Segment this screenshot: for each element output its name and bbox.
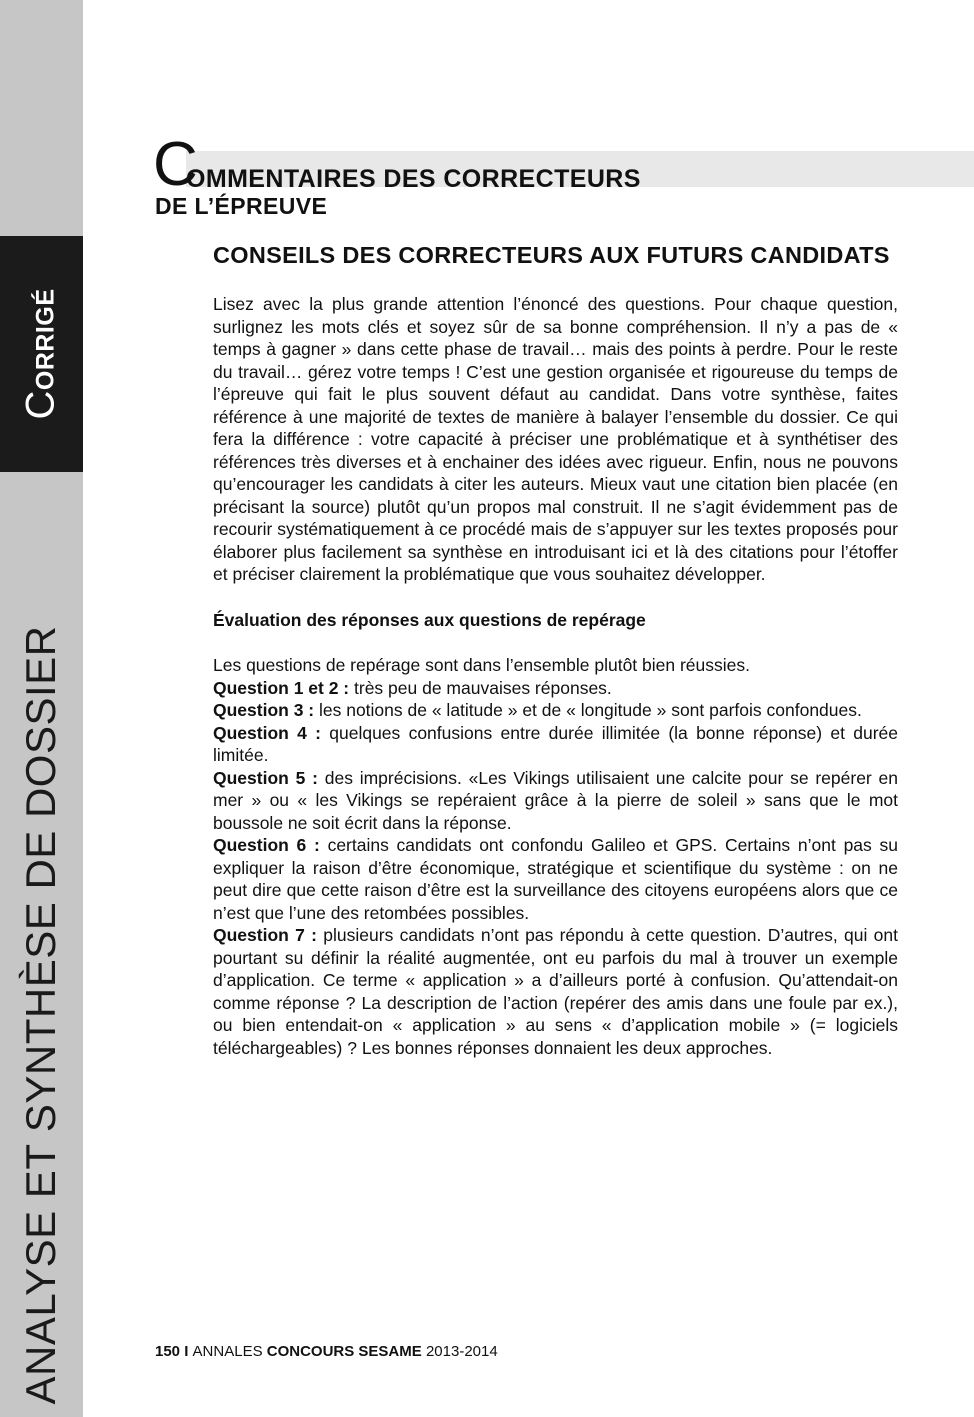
question-item (213, 834, 898, 924)
question-text: certains candidats ont confondu Galileo et GPS. Certains n’ont pas su expliquer la raison d’être économique, stratégique et scientifique du système : on ne peut dire que cette raison d’être est la surveillance des citoyens européens alors que ce n’est que l’une des retombées possibles. (213, 835, 898, 923)
question-item (213, 767, 898, 835)
questions-block (213, 654, 898, 1059)
question-label: Question 7 : (213, 925, 317, 945)
question-item (213, 677, 898, 700)
question-label: Question 3 : (213, 700, 315, 720)
section-label-rest: ORRIGÉ (31, 288, 60, 391)
footer-years: 2013-2014 (421, 1343, 498, 1360)
page-number: 150 (155, 1343, 181, 1360)
footer-annales: ANNALES (192, 1343, 267, 1360)
section-label (19, 288, 64, 419)
footer-separator: I (180, 1343, 193, 1360)
question-item (213, 924, 898, 1059)
section-heading: CONSEILS DES CORRECTEURS AUX FUTURS CANDIDATS (213, 242, 890, 268)
question-label: Question 5 : (213, 767, 318, 788)
question-text: quelques confusions entre durée illimitée (la bonne réponse) et durée limitée. (213, 722, 899, 765)
question-label: Question 1 et 2 : (213, 677, 350, 698)
page-footer (155, 1343, 498, 1360)
question-text: très peu de mauvaises réponses. (349, 677, 612, 698)
title-line-1: OMMENTAIRES DES CORRECTEURS (186, 165, 641, 193)
question-label: Question 4 : (213, 722, 321, 743)
vertical-title: ANALYSE ET SYNTHÈSE DE DOSSIER (17, 625, 64, 1405)
section-label-initial: C (18, 390, 63, 420)
question-text: les notions de « latitude » et de « longitude » sont parfois confondues. (314, 700, 862, 720)
question-text: plusieurs candidats n’ont pas répondu à cette question. D’autres, qui ont pourtant su définir la réalité augmentée, ont eu parfois du mal à trouver un exemple d’application. Ce terme « application » a d’ailleurs porté à confusion. Qu’attendait-on comme réponse ? La description de l’action (repérer des amis dans une foule par ex.), ou bien entendait-on « application » au sens « d’application mobile » (= logiciels téléchargeables) ? Les bonnes réponses donnaient les deux approches. (213, 925, 898, 1058)
title-line-2: DE L’ÉPREUVE (155, 193, 328, 219)
lead-line: Les questions de repérage sont dans l’ensemble plutôt bien réussies. (213, 655, 751, 675)
footer-brand: CONCOURS SESAME (266, 1343, 422, 1360)
intro-paragraph: Lisez avec la plus grande attention l’énoncé des questions. Pour chaque question, surlignez les mots clés et soyez sûr de sa bonne compréhension. Il n’y a pas de « temps à gagner » dans cette phase de travail… mais des points à perdre. Pour le reste du travail… gérez votre temps ! C’est une gestion organisée et rigoureuse du temps de l’épreuve qui fait le plus souvent défaut au candidat. Dans votre synthèse, faites référence à une majorité de textes de manière à balayer l’ensemble du dossier. Ce qui fera la différence : votre capacité à préciser une problématique et à synthétiser des références très diverses et à enchainer des idées avec rigueur. Enfin, nous ne pouvons qu’encourager les candidats à citer les auteurs. Mieux vaut une citation bien placée (en précisant la source) plutôt qu’un propos mal construit. Il ne s’agit évidemment pas de recourir systématiquement à ce procédé mais de s’appuyer sur les textes proposés pour élaborer plus facilement sa synthèse en introduisant ici et là des citations pour l’étoffer et préciser clairement la problématique que vous souhaitez développer. (213, 294, 898, 584)
question-item (213, 699, 898, 722)
question-text: des imprécisions. «Les Vikings utilisaient une calcite pour se repérer en mer » ou « les Vikings se repéraient grâce à la pierre de soleil » sans que le mot boussole ne soit écrit dans la réponse. (213, 767, 898, 833)
question-label: Question 6 : (213, 835, 320, 855)
subheading: Évaluation des réponses aux questions de repérage (213, 609, 646, 630)
question-item (213, 722, 898, 767)
sidebar (0, 0, 83, 1417)
title-initial: C (153, 130, 198, 199)
main-content (213, 241, 898, 1059)
